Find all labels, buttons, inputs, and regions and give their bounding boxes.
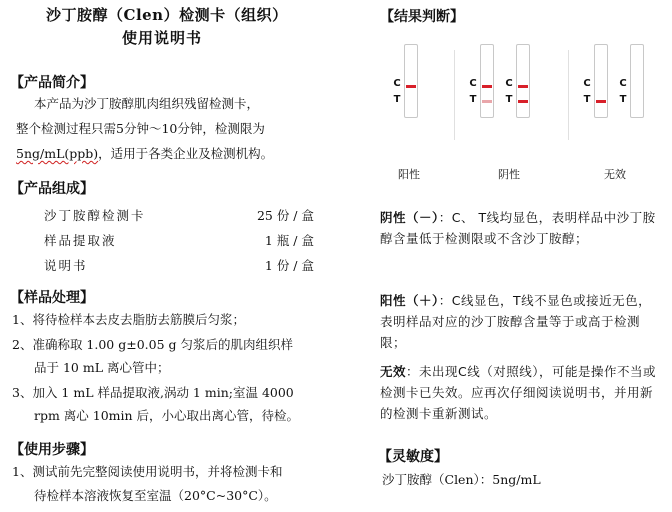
invalid-result-text <box>380 361 660 424</box>
positive-test-strip <box>404 44 418 118</box>
label-c: C <box>469 78 477 89</box>
sample-line-5: rpm 离心 10min 后，小心取出离心管，待检。 <box>34 408 300 423</box>
positive-c-line <box>406 85 416 88</box>
sample-heading: 【样品处理】 <box>10 290 94 306</box>
label-c: C <box>619 78 627 89</box>
invalid-strip-2-letters <box>618 76 628 108</box>
sample-line-2: 2、准确称取 1.00 g±0.05 g 匀浆后的肌肉组织样 <box>12 337 293 352</box>
intro-line-1: 本产品为沙丁胺醇肌肉组织残留检测卡， <box>34 96 260 111</box>
detection-limit-unit: 5ng/mL(ppb) <box>16 146 99 161</box>
positive-result-desc: ：C线显色，T线不显色或接近无色，表明样品对应的沙丁胺醇含量等于或高于检测限； <box>380 293 652 350</box>
composition-item-1: 沙丁胺醇检测卡 <box>44 208 146 223</box>
caption-invalid: 无效 <box>604 168 626 181</box>
label-t: T <box>505 94 513 105</box>
negative-test-strip-1 <box>480 44 494 118</box>
right-column <box>352 0 672 512</box>
negative-strip-1-letters <box>468 76 478 108</box>
document-title: 沙丁胺醇（Clen）检测卡（组织） <box>46 6 288 24</box>
composition-item-2: 样品提取液 <box>44 233 117 248</box>
caption-negative: 阴性 <box>498 168 520 181</box>
sensitivity-text: 沙丁胺醇（Clen）：5ng/mL <box>382 472 541 487</box>
results-diagram <box>372 34 672 194</box>
steps-heading: 【使用步骤】 <box>10 442 94 458</box>
intro-line-3-rest: ，适用于各类企业及检测机构。 <box>98 146 274 161</box>
label-t: T <box>393 94 401 105</box>
negative-1-t-line <box>482 100 492 103</box>
sample-line-1: 1、将待检样本去皮去脂肪去筋膜后匀浆； <box>12 312 245 327</box>
composition-qty-1: 25 份 / 盒 <box>256 208 314 223</box>
positive-strip-letters <box>392 76 402 108</box>
diagram-divider-2 <box>568 50 569 140</box>
invalid-result-label: 无效 <box>380 364 407 379</box>
composition-qty-3: 1 份 / 盒 <box>264 258 314 273</box>
label-c: C <box>393 78 401 89</box>
intro-line-2: 整个检测过程只需5分钟～10分钟，检测限为 <box>16 121 265 136</box>
sensitivity-heading: 【灵敏度】 <box>378 449 448 465</box>
composition-item-3: 说明书 <box>44 258 88 273</box>
sample-line-4: 3、加入 1 mL 样品提取液,涡动 1 min;室温 4000 <box>12 385 294 400</box>
negative-result-text <box>380 207 660 249</box>
negative-1-c-line <box>482 85 492 88</box>
label-c: C <box>583 78 591 89</box>
negative-2-t-line <box>518 100 528 103</box>
negative-result-label: 阴性（－） <box>380 210 439 225</box>
invalid-1-t-line <box>596 100 606 103</box>
negative-result-desc: ：C、 T线均显色，表明样品中沙丁胺醇含量低于检测限或不含沙丁胺醇； <box>380 210 656 246</box>
invalid-result-desc: ：未出现C线（对照线），可能是操作不当或检测卡已失效。应再次仔细阅读说明书，并用新的检测卡重新测试。 <box>380 364 656 421</box>
caption-positive: 阳性 <box>398 168 420 181</box>
positive-result-label: 阳性（＋） <box>380 293 439 308</box>
diagram-divider-1 <box>454 50 455 140</box>
negative-test-strip-2 <box>516 44 530 118</box>
negative-2-c-line <box>518 85 528 88</box>
invalid-strip-1-letters <box>582 76 592 108</box>
label-c: C <box>505 78 513 89</box>
sample-line-3: 品于 10 mL 离心管中； <box>34 360 170 375</box>
composition-qty-2: 1 瓶 / 盒 <box>264 233 314 248</box>
label-t: T <box>583 94 591 105</box>
composition-heading: 【产品组成】 <box>10 181 94 197</box>
invalid-test-strip-1 <box>594 44 608 118</box>
positive-result-text <box>380 290 660 353</box>
steps-line-2: 待检样本溶液恢复至室温（20°C~30°C）。 <box>34 488 277 503</box>
label-t: T <box>619 94 627 105</box>
document-subtitle: 使用说明书 <box>122 29 203 47</box>
intro-line-3 <box>16 144 273 164</box>
results-heading: 【结果判断】 <box>380 9 464 25</box>
intro-heading: 【产品简介】 <box>10 75 94 91</box>
steps-line-1: 1、测试前先完整阅读使用说明书，并将检测卡和 <box>12 464 283 479</box>
negative-strip-2-letters <box>504 76 514 108</box>
label-t: T <box>469 94 477 105</box>
invalid-test-strip-2 <box>630 44 644 118</box>
